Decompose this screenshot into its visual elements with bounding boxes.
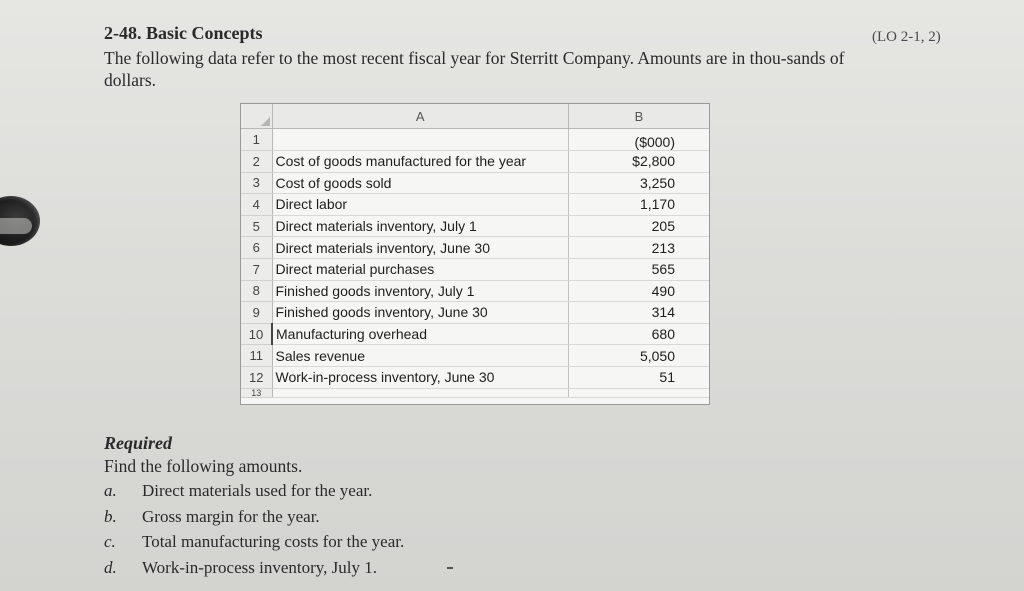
table-row [241,302,709,324]
table-row [241,280,709,302]
unit-header-cell[interactable]: ($000) [569,129,710,151]
cell-a1[interactable] [272,129,569,151]
row-value[interactable]: 205 [569,215,710,237]
row-label[interactable]: Direct labor [272,194,569,216]
column-header-b[interactable]: B [569,104,710,129]
row-value[interactable]: 51 [569,366,710,388]
table-row [241,323,709,345]
column-header-a[interactable]: A [272,104,569,129]
row-number[interactable]: 3 [241,172,272,194]
row-label[interactable]: Finished goods inventory, June 30 [272,302,569,324]
row-number[interactable]: 12 [241,366,272,388]
cell-a13[interactable] [272,388,569,397]
row-label[interactable]: Cost of goods sold [272,172,569,194]
table-row [241,172,709,194]
item-text: Direct materials used for the year. [142,481,373,500]
row-number[interactable]: 6 [241,237,272,259]
row-label[interactable]: Manufacturing overhead [272,323,569,345]
table-row [241,237,709,259]
table-row [241,151,709,173]
row-value[interactable]: 1,170 [569,194,710,216]
row-value[interactable]: $2,800 [569,151,710,173]
required-heading: Required [104,433,173,453]
row-value[interactable]: 490 [569,280,710,302]
row-value[interactable]: 5,050 [569,345,710,367]
problem-title: 2-48. Basic Concepts [104,23,263,43]
row-label[interactable]: Cost of goods manufactured for the year [272,151,569,173]
row-value[interactable]: 3,250 [569,172,710,194]
row-number[interactable]: 1 [241,129,272,151]
table-row [241,345,709,367]
row-label[interactable]: Direct materials inventory, June 30 [272,237,569,259]
row-label[interactable]: Work-in-process inventory, June 30 [272,366,569,388]
row-value[interactable]: 213 [569,237,710,259]
row-number[interactable]: 8 [241,280,272,302]
item-letter: c. [104,532,116,551]
row-number[interactable]: 5 [241,215,272,237]
row-label[interactable]: Finished goods inventory, July 1 [272,280,569,302]
binder-ring [0,218,32,234]
table-row [241,366,709,388]
pen-mark [447,567,453,569]
item-letter: a. [104,481,117,500]
item-text: Total manufacturing costs for the year. [142,532,405,551]
cell-b13[interactable] [569,388,710,397]
table-row [241,194,709,216]
row-number[interactable]: 10 [241,323,272,345]
row-number[interactable]: 13 [241,388,272,397]
row-label[interactable]: Sales revenue [272,345,569,367]
learning-objective-ref: (LO 2-1, 2) [872,29,941,45]
item-letter: d. [104,557,117,577]
required-instruction: Find the following amounts. [104,456,303,476]
row-number[interactable]: 11 [241,345,272,367]
row-number[interactable]: 4 [241,194,272,216]
item-text: Gross margin for the year. [142,506,320,526]
spreadsheet [240,103,710,405]
row-label[interactable]: Direct material purchases [272,258,569,280]
item-letter: b. [104,506,117,526]
row-number[interactable]: 7 [241,258,272,280]
row-value[interactable]: 565 [569,258,710,280]
row-number[interactable]: 2 [241,151,272,173]
table-row [241,388,709,397]
row-number[interactable]: 9 [241,302,272,324]
table-row [241,258,709,280]
row-value[interactable]: 314 [569,302,710,324]
item-text: Work-in-process inventory, July 1. [142,557,378,577]
table-row [241,129,709,151]
problem-intro: The following data refer to the most recent fiscal year for Sterritt Company. Amounts are in thou-sands of dollars. [104,48,845,90]
select-all-corner[interactable] [241,104,272,129]
row-value[interactable]: 680 [569,323,710,345]
table-row [241,215,709,237]
row-label[interactable]: Direct materials inventory, July 1 [272,215,569,237]
column-header-row [241,104,709,129]
